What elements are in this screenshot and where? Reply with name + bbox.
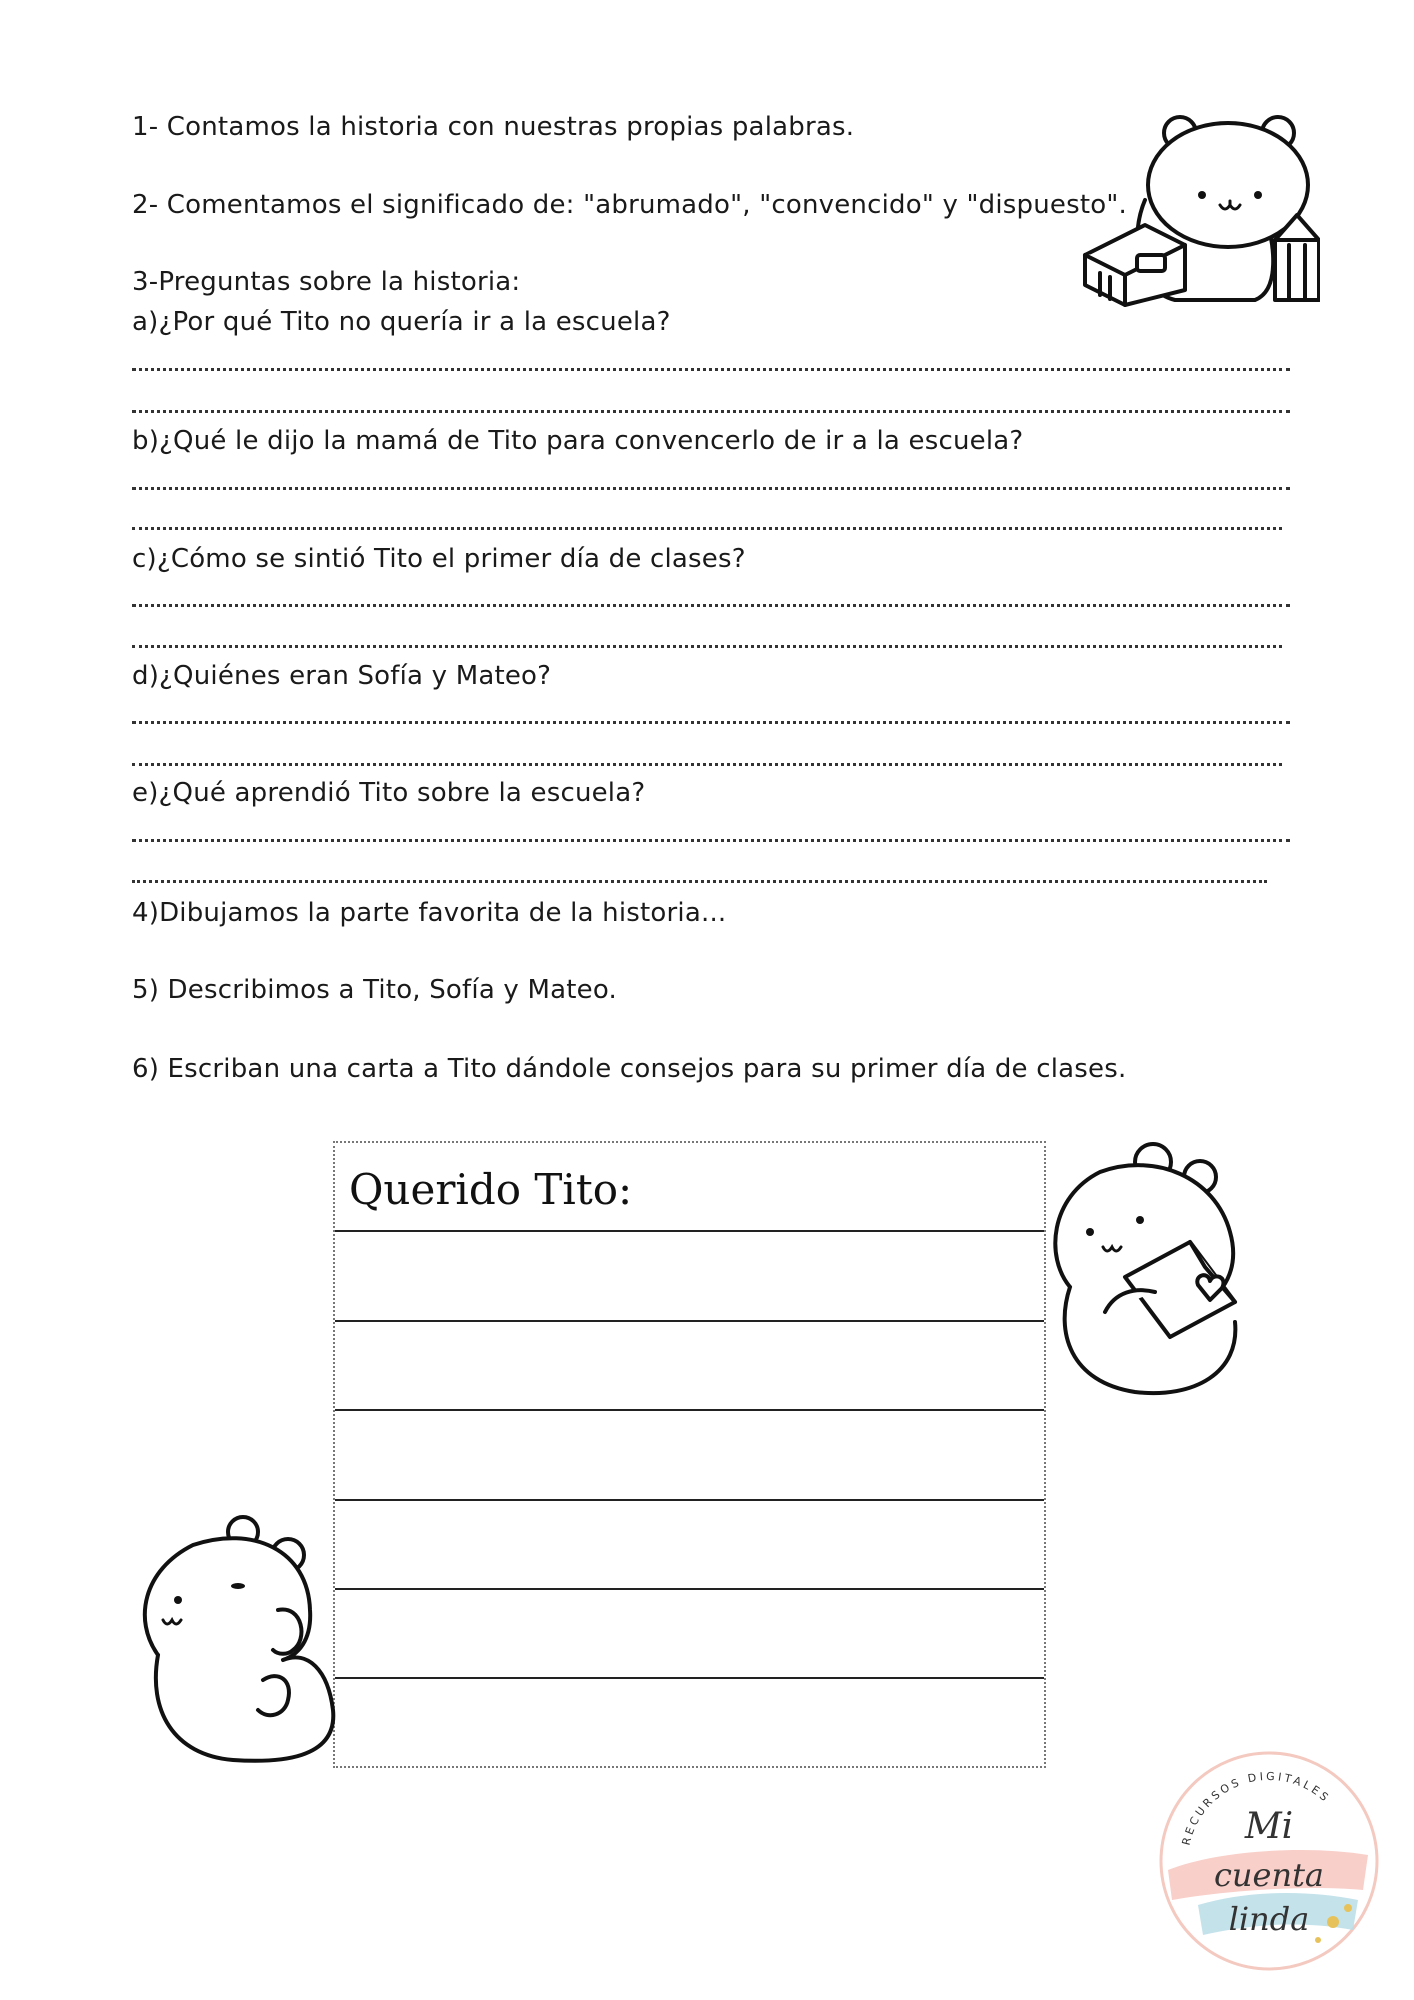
question-d: d)¿Quiénes eran Sofía y Mateo? — [132, 661, 552, 691]
bear-reading-card-icon — [1045, 1137, 1245, 1407]
brand-logo — [1158, 1750, 1380, 1972]
letter-line[interactable] — [335, 1501, 1044, 1590]
bear-sharpener-pencil-icon — [1075, 105, 1320, 315]
instruction-4: 4)Dibujamos la parte favorita de la historia... — [132, 898, 727, 928]
instruction-6: 6) Escriban una carta a Tito dándole consejos para su primer día de clases. — [132, 1054, 1127, 1084]
letter-heading-row — [335, 1143, 1044, 1232]
letter-box[interactable] — [333, 1141, 1046, 1768]
letter-line[interactable] — [335, 1590, 1044, 1679]
logo-line-2: cuenta — [1213, 1856, 1325, 1894]
letter-line[interactable] — [335, 1679, 1044, 1768]
letter-heading: Querido Tito: — [349, 1165, 633, 1214]
logo-badge-icon — [1158, 1750, 1380, 1972]
answer-line[interactable] — [132, 880, 1267, 883]
answer-line[interactable] — [132, 527, 1282, 530]
logo-arc-text: RECURSOS DIGITALES — [1179, 1769, 1333, 1847]
answer-line[interactable] — [132, 487, 1290, 490]
answer-line[interactable] — [132, 604, 1290, 607]
question-c: c)¿Cómo se sintió Tito el primer día de clases? — [132, 544, 746, 574]
question-e: e)¿Qué aprendió Tito sobre la escuela? — [132, 778, 646, 808]
instruction-2: 2- Comentamos el significado de: "abrumado", "convencido" y "dispuesto". — [132, 190, 1127, 220]
letter-line[interactable] — [335, 1411, 1044, 1500]
question-b: b)¿Qué le dijo la mamá de Tito para convencerlo de ir a la escuela? — [132, 426, 1024, 456]
instruction-5: 5) Describimos a Tito, Sofía y Mateo. — [132, 975, 617, 1005]
logo-line-3: linda — [1228, 1900, 1310, 1938]
instruction-1: 1- Contamos la historia con nuestras propias palabras. — [132, 112, 855, 142]
logo-line-1: Mi — [1244, 1806, 1294, 1847]
answer-line[interactable] — [132, 721, 1290, 724]
answer-line[interactable] — [132, 645, 1282, 648]
question-a: a)¿Por qué Tito no quería ir a la escuela? — [132, 307, 671, 337]
answer-line[interactable] — [132, 368, 1290, 371]
answer-line[interactable] — [132, 763, 1282, 766]
instruction-3: 3-Preguntas sobre la historia: — [132, 267, 521, 297]
letter-line[interactable] — [335, 1322, 1044, 1411]
answer-line[interactable] — [132, 410, 1290, 413]
answer-line[interactable] — [132, 839, 1290, 842]
letter-line[interactable] — [335, 1232, 1044, 1321]
bear-sitting-icon — [138, 1510, 338, 1765]
